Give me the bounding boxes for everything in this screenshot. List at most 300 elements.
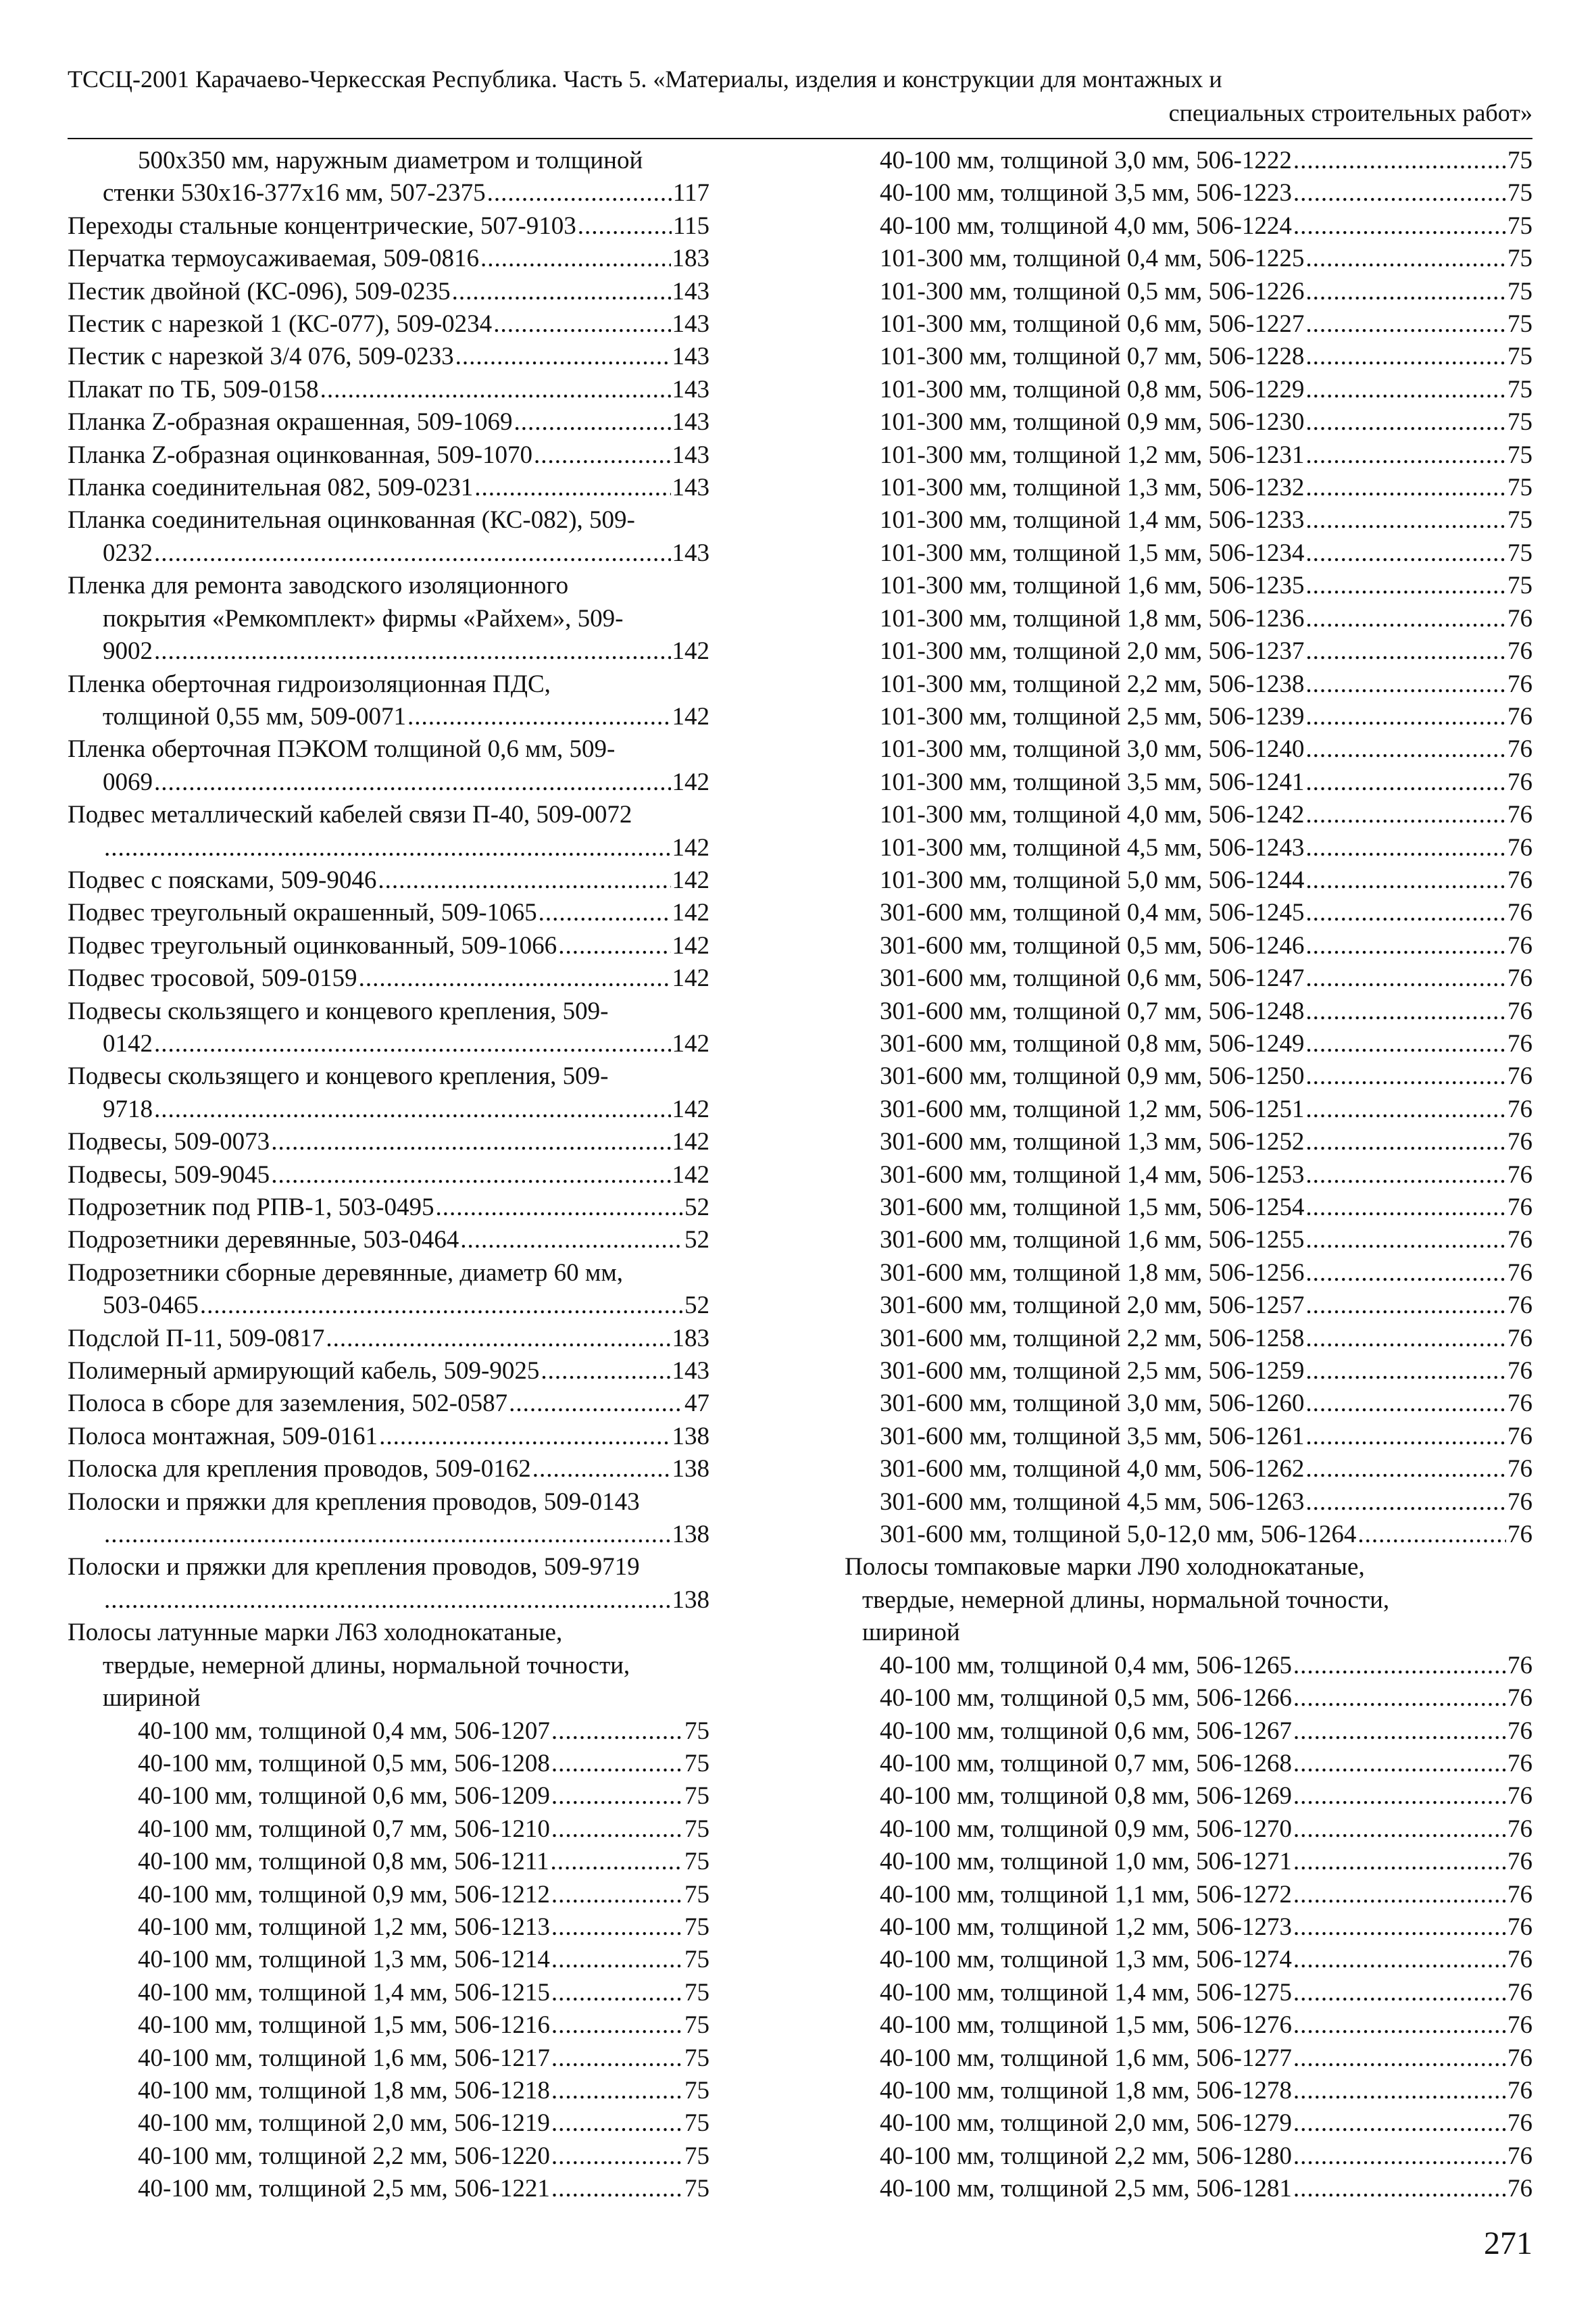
entry-page-number: 76 [1507, 1487, 1532, 1516]
entry-page-number: 76 [1507, 702, 1532, 731]
index-entry [845, 1486, 1532, 1519]
index-entry [68, 733, 709, 766]
dot-leader [1305, 864, 1506, 897]
entry-page-number: 76 [1507, 1782, 1532, 1811]
running-header [68, 62, 1532, 130]
dot-leader [551, 1879, 683, 1911]
dot-leader [1293, 1682, 1506, 1715]
dot-leader [1305, 962, 1506, 995]
entry-page-number: 76 [1507, 1324, 1532, 1352]
entry-page-number: 76 [1507, 1062, 1532, 1091]
index-entry [845, 2042, 1532, 2075]
index-entry [68, 472, 709, 504]
entry-page-number: 76 [1507, 1946, 1532, 1974]
entry-text: 500x350 мм, наружным диаметром и толщиной [138, 147, 643, 174]
index-entry [68, 603, 709, 635]
index-entry [845, 1421, 1532, 1453]
index-entry [845, 1289, 1532, 1322]
index-entry [68, 341, 709, 373]
index-entry [845, 1846, 1532, 1878]
entry-page-number: 75 [1507, 310, 1532, 339]
entry-text: 40-100 мм, толщиной 0,5 мм, 506-1208 [138, 1749, 550, 1777]
index-entry [68, 1551, 709, 1583]
index-entry [845, 1748, 1532, 1780]
entry-text: 301-600 мм, толщиной 1,5 мм, 506-1254 [880, 1193, 1305, 1221]
dot-leader [1293, 1977, 1506, 2009]
index-entry [68, 504, 709, 537]
dot-leader [1305, 1159, 1506, 1191]
dot-leader [1305, 504, 1506, 537]
index-entry [845, 635, 1532, 668]
entry-page-number: 75 [684, 2175, 709, 2203]
entry-text: 40-100 мм, толщиной 1,2 мм, 506-1213 [138, 1913, 550, 1941]
entry-text: Планка Z-образная окрашенная, 509-1069 [68, 408, 513, 437]
index-entry [68, 1159, 709, 1191]
dot-leader [474, 472, 670, 504]
entry-text: 101-300 мм, толщиной 2,5 мм, 506-1239 [880, 702, 1305, 731]
entry-text: 301-600 мм, толщиной 2,0 мм, 506-1257 [880, 1291, 1305, 1320]
entry-page-number: 75 [1507, 441, 1532, 469]
entry-page-number: 76 [1507, 670, 1532, 698]
running-header-line-1: ТССЦ-2001 Карачаево-Черкесская Республика. Часть 5. «Материалы, изделия и конструкции для монтажных и [68, 66, 1222, 93]
entry-text: 40-100 мм, толщиной 0,6 мм, 506-1209 [138, 1782, 550, 1811]
dot-leader [359, 962, 671, 995]
entry-text: 40-100 мм, толщиной 1,8 мм, 506-1278 [880, 2076, 1292, 2104]
entry-text: Планка соединительная оцинкованная (КС-082), 509- [68, 506, 635, 535]
entry-text: 301-600 мм, толщиной 1,6 мм, 506-1255 [880, 1226, 1305, 1254]
dot-leader [1293, 1715, 1506, 1748]
entry-text: Подвес с поясками, 509-9046 [68, 866, 377, 894]
entry-text: 40-100 мм, толщиной 0,7 мм, 506-1268 [880, 1749, 1292, 1777]
entry-text: 40-100 мм, толщиной 1,6 мм, 506-1277 [880, 2044, 1292, 2072]
entry-text: Пленка оберточная ПЭКОМ толщиной 0,6 мм, 509- [68, 735, 616, 764]
entry-page-number: 76 [1507, 1193, 1532, 1221]
dot-leader [1293, 1813, 1506, 1846]
dot-leader [1293, 1748, 1506, 1780]
dot-leader [1293, 1650, 1506, 1682]
index-entry [845, 1813, 1532, 1846]
index-entry [68, 2042, 709, 2075]
entry-page-number: 75 [684, 2044, 709, 2072]
entry-text: 101-300 мм, толщиной 3,5 мм, 506-1241 [880, 768, 1305, 796]
entry-text: Пестик двойной (КС-096), 509-0235 [68, 277, 451, 305]
entry-page-number: 76 [1507, 833, 1532, 862]
dot-leader [326, 1323, 670, 1355]
entry-page-number: 75 [684, 2076, 709, 2104]
entry-page-number: 76 [1507, 1029, 1532, 1058]
entry-text: Полоски и пряжки для крепления проводов, 509-0143 [68, 1487, 640, 1516]
index-entry [68, 1780, 709, 1813]
entry-text: шириной [103, 1684, 201, 1713]
entry-text: 40-100 мм, толщиной 1,8 мм, 506-1218 [138, 2076, 550, 2104]
entry-page-number: 76 [1507, 2109, 1532, 2138]
entry-page-number: 143 [672, 375, 709, 403]
dot-leader [578, 210, 672, 243]
dot-leader [1305, 570, 1506, 602]
dot-leader [1293, 1879, 1506, 1911]
entry-page-number: 138 [672, 1585, 709, 1614]
entry-text: 101-300 мм, толщиной 0,5 мм, 506-1226 [880, 277, 1305, 305]
entry-text: 40-100 мм, толщиной 1,0 мм, 506-1271 [880, 1848, 1292, 1876]
entry-page-number: 76 [1507, 2175, 1532, 2203]
entry-text: 301-600 мм, толщиной 5,0-12,0 мм, 506-1264 [880, 1521, 1357, 1549]
index-entry [845, 1879, 1532, 1911]
dot-leader [1293, 1944, 1506, 1976]
entry-page-number: 76 [1507, 1749, 1532, 1777]
index-column-right [845, 145, 1532, 2206]
index-entry [845, 930, 1532, 962]
index-entry [845, 962, 1532, 995]
entry-text: 301-600 мм, толщиной 4,0 мм, 506-1262 [880, 1455, 1305, 1483]
entry-page-number: 76 [1507, 1521, 1532, 1549]
entry-text: 101-300 мм, толщиной 2,2 мм, 506-1238 [880, 670, 1305, 698]
index-entry [845, 439, 1532, 472]
entry-page-number: 75 [1507, 343, 1532, 371]
entry-page-number: 75 [1507, 375, 1532, 403]
entry-text: 301-600 мм, толщиной 0,8 мм, 506-1249 [880, 1029, 1305, 1058]
entry-text: Подвес треугольный окрашенный, 509-1065 [68, 899, 537, 927]
index-entry [68, 1617, 709, 1649]
entry-text: Полоски и пряжки для крепления проводов, 509-9719 [68, 1553, 640, 1581]
entry-page-number: 52 [684, 1193, 709, 1221]
dot-leader [1305, 1126, 1506, 1158]
index-entry [68, 962, 709, 995]
index-entry [845, 603, 1532, 635]
dot-leader [1305, 406, 1506, 439]
entry-page-number: 52 [684, 1226, 709, 1254]
index-entry [845, 1224, 1532, 1256]
entry-page-number: 183 [672, 1324, 709, 1352]
dot-leader [104, 1519, 671, 1551]
index-entry [845, 2075, 1532, 2107]
entry-page-number: 52 [684, 1291, 709, 1320]
entry-page-number: 143 [672, 1357, 709, 1385]
index-entry [68, 799, 709, 831]
index-entry [68, 308, 709, 341]
index-entry [68, 537, 709, 570]
entry-text: толщиной 0,55 мм, 509-0071 [103, 702, 406, 731]
entry-text: 40-100 мм, толщиной 2,5 мм, 506-1281 [880, 2175, 1292, 2203]
dot-leader [407, 701, 671, 733]
entry-page-number: 76 [1507, 637, 1532, 666]
index-entry [845, 276, 1532, 308]
entry-text: 101-300 мм, толщиной 5,0 мм, 506-1244 [880, 866, 1305, 894]
entry-text: Полосы томпаковые марки Л90 холоднокатаные, [845, 1553, 1365, 1581]
entry-text: 40-100 мм, толщиной 0,6 мм, 506-1267 [880, 1717, 1292, 1745]
entry-text: 101-300 мм, толщиной 1,5 мм, 506-1234 [880, 539, 1305, 567]
dot-leader [1293, 2075, 1506, 2107]
entry-page-number: 75 [1507, 474, 1532, 502]
index-entry [845, 2107, 1532, 2140]
index-entry [845, 1387, 1532, 1420]
entry-text: Пестик с нарезкой 1 (КС-077), 509-0234 [68, 310, 493, 339]
index-entry [68, 374, 709, 406]
index-entry [845, 2140, 1532, 2173]
entry-page-number: 76 [1507, 931, 1532, 960]
entry-page-number: 76 [1507, 2076, 1532, 2104]
entry-text: 40-100 мм, толщиной 1,4 мм, 506-1215 [138, 1978, 550, 2007]
entry-text: 301-600 мм, толщиной 1,2 мм, 506-1251 [880, 1095, 1305, 1123]
index-entry [845, 832, 1532, 864]
entry-text: Пленка для ремонта заводского изоляционного [68, 572, 569, 600]
dot-leader [271, 1126, 670, 1158]
entry-page-number: 76 [1507, 1880, 1532, 1909]
dot-leader [271, 1159, 670, 1191]
entry-text: 40-100 мм, толщиной 0,9 мм, 506-1270 [880, 1815, 1292, 1843]
dot-leader [551, 1748, 683, 1780]
index-entry [68, 1879, 709, 1911]
entry-text: 40-100 мм, толщиной 4,0 мм, 506-1224 [880, 212, 1292, 240]
entry-page-number: 142 [672, 964, 709, 993]
dot-leader [452, 276, 671, 308]
dot-leader [1293, 2042, 1506, 2075]
index-entry [845, 1159, 1532, 1191]
entry-page-number: 75 [1507, 147, 1532, 174]
index-entry [68, 243, 709, 275]
entry-text: Подрозетники деревянные, 503-0464 [68, 1226, 459, 1254]
dot-leader [1305, 1486, 1506, 1519]
entry-page-number: 76 [1507, 1128, 1532, 1156]
entry-page-number: 76 [1507, 1684, 1532, 1713]
dot-leader [534, 439, 670, 472]
dot-leader [1305, 635, 1506, 668]
entry-page-number: 76 [1507, 1226, 1532, 1254]
dot-leader [1293, 2140, 1506, 2173]
entry-text: 101-300 мм, толщиной 0,6 мм, 506-1227 [880, 310, 1305, 339]
dot-leader [480, 243, 670, 275]
entry-page-number: 115 [672, 212, 709, 240]
index-entry [68, 1944, 709, 1976]
entry-page-number: 76 [1507, 1258, 1532, 1287]
dot-leader [551, 2173, 683, 2205]
entry-text: твердые, немерной длины, нормальной точности, [103, 1651, 630, 1679]
dot-leader [1305, 1289, 1506, 1322]
entry-text: 40-100 мм, толщиной 0,4 мм, 506-1207 [138, 1717, 550, 1745]
running-header-line-2: специальных строительных работ» [1168, 99, 1532, 126]
dot-leader [1293, 2173, 1506, 2205]
index-entry [845, 1257, 1532, 1289]
index-entry [845, 701, 1532, 733]
index-entry [68, 1191, 709, 1224]
dot-leader [551, 1813, 683, 1846]
dot-leader [1305, 341, 1506, 373]
index-column-left [68, 145, 709, 2206]
entry-page-number: 75 [1507, 212, 1532, 240]
entry-text: 40-100 мм, толщиной 1,1 мм, 506-1272 [880, 1880, 1292, 1909]
index-entry [845, 1453, 1532, 1485]
index-entry [845, 570, 1532, 602]
dot-leader [1305, 603, 1506, 635]
entry-page-number: 76 [1507, 1095, 1532, 1123]
index-entry [68, 1911, 709, 1944]
index-entry [845, 1519, 1532, 1551]
entry-page-number: 76 [1507, 1913, 1532, 1941]
entry-page-number: 142 [672, 1160, 709, 1189]
entry-page-number: 76 [1507, 1978, 1532, 2007]
entry-page-number: 76 [1507, 1455, 1532, 1483]
dot-leader [154, 766, 671, 799]
entry-page-number: 142 [672, 768, 709, 796]
dot-leader [551, 2107, 683, 2140]
entry-text: 0069 [103, 768, 153, 796]
entry-page-number: 76 [1507, 2044, 1532, 2072]
entry-text: Полоса монтажная, 509-0161 [68, 1422, 378, 1450]
entry-text: 40-100 мм, толщиной 1,6 мм, 506-1217 [138, 2044, 550, 2072]
dot-leader [1305, 766, 1506, 799]
index-entry [68, 1813, 709, 1846]
dot-leader [1357, 1519, 1506, 1551]
dot-leader [154, 1028, 671, 1060]
index-entry [68, 2173, 709, 2205]
dot-leader [1293, 145, 1506, 177]
entry-text: 101-300 мм, толщиной 0,7 мм, 506-1228 [880, 343, 1305, 371]
index-entry [845, 766, 1532, 799]
index-entry [68, 2009, 709, 2042]
entry-text: 301-600 мм, толщиной 2,2 мм, 506-1258 [880, 1324, 1305, 1352]
index-entry [68, 1453, 709, 1485]
index-entry [68, 276, 709, 308]
entry-text: Подрозетник под РПВ-1, 503-0495 [68, 1193, 434, 1221]
index-entry [68, 864, 709, 897]
entry-page-number: 76 [1507, 1389, 1532, 1418]
index-entry [68, 177, 709, 210]
dot-leader [1305, 1224, 1506, 1256]
entry-text: Пленка оберточная гидроизоляционная ПДС, [68, 670, 551, 698]
entry-page-number: 143 [672, 277, 709, 305]
entry-page-number: 76 [1507, 768, 1532, 796]
entry-text: 40-100 мм, толщиной 0,7 мм, 506-1210 [138, 1815, 550, 1843]
entry-text: Полоса в сборе для заземления, 502-0587 [68, 1389, 508, 1418]
dot-leader [551, 1944, 683, 1976]
index-entry [68, 701, 709, 733]
dot-leader [1305, 832, 1506, 864]
index-entry [68, 1846, 709, 1878]
index-entry [845, 374, 1532, 406]
entry-page-number: 183 [672, 245, 709, 273]
index-entry [845, 1323, 1532, 1355]
entry-text: 301-600 мм, толщиной 2,5 мм, 506-1259 [880, 1357, 1305, 1385]
entry-page-number: 75 [1507, 572, 1532, 600]
index-entry [845, 1584, 1532, 1617]
dot-leader [532, 1453, 671, 1485]
entry-text: 40-100 мм, толщиной 1,3 мм, 506-1274 [880, 1946, 1292, 1974]
entry-page-number: 138 [672, 1422, 709, 1450]
entry-text: Переходы стальные концентрические, 507-9103 [68, 212, 576, 240]
entry-page-number: 142 [672, 931, 709, 960]
dot-leader [1293, 2107, 1506, 2140]
index-entry [68, 1715, 709, 1748]
entry-page-number: 76 [1507, 604, 1532, 633]
dot-leader [1305, 1421, 1506, 1453]
dot-leader [1305, 1028, 1506, 1060]
dot-leader [154, 537, 671, 570]
entry-text: 101-300 мм, толщиной 1,4 мм, 506-1233 [880, 506, 1305, 535]
entry-page-number: 75 [684, 1815, 709, 1843]
entry-page-number: 142 [672, 899, 709, 927]
entry-text: Полимерный армирующий кабель, 509-9025 [68, 1357, 540, 1385]
dot-leader [1305, 733, 1506, 766]
entry-text: 503-0465 [103, 1291, 199, 1320]
dot-leader [1305, 472, 1506, 504]
entry-text: Подслой П-11, 509-0817 [68, 1324, 325, 1352]
index-entry [68, 1060, 709, 1093]
entry-text: Планка соединительная 082, 509-0231 [68, 474, 474, 502]
entry-text: Пестик с нарезкой 3/4 076, 509-0233 [68, 343, 454, 371]
entry-text: 301-600 мм, толщиной 0,5 мм, 506-1246 [880, 931, 1305, 960]
index-entry [68, 406, 709, 439]
dot-leader [514, 406, 670, 439]
dot-leader [551, 1977, 683, 2009]
entry-text: 301-600 мм, толщиной 3,0 мм, 506-1260 [880, 1389, 1305, 1418]
entry-page-number: 143 [672, 539, 709, 567]
index-entry [845, 1977, 1532, 2009]
index-entry [845, 472, 1532, 504]
dot-leader [1305, 1257, 1506, 1289]
index-entry [845, 1617, 1532, 1649]
entry-text: 101-300 мм, толщиной 1,6 мм, 506-1235 [880, 572, 1305, 600]
entry-page-number: 75 [684, 1717, 709, 1745]
entry-text: 40-100 мм, толщиной 0,9 мм, 506-1212 [138, 1880, 550, 1909]
dot-leader [551, 1715, 683, 1748]
index-entry [68, 1421, 709, 1453]
entry-text: 40-100 мм, толщиной 1,3 мм, 506-1214 [138, 1946, 550, 1974]
dot-leader [104, 1584, 671, 1617]
entry-text: Подвесы, 509-0073 [68, 1128, 270, 1156]
dot-leader [550, 1846, 683, 1878]
entry-page-number: 76 [1507, 801, 1532, 829]
index-entry [845, 177, 1532, 210]
index-entry [68, 1584, 709, 1617]
index-entry [68, 668, 709, 701]
dot-leader [1305, 308, 1506, 341]
index-entry [845, 210, 1532, 243]
entry-page-number: 75 [1507, 179, 1532, 207]
dot-leader [1305, 374, 1506, 406]
index-entry [68, 1486, 709, 1519]
index-entry [845, 1093, 1532, 1126]
index-entry [68, 1126, 709, 1158]
entry-page-number: 75 [684, 1782, 709, 1811]
entry-text: 40-100 мм, толщиной 0,8 мм, 506-1211 [138, 1848, 549, 1876]
entry-page-number: 75 [1507, 539, 1532, 567]
entry-text: 101-300 мм, толщиной 4,5 мм, 506-1243 [880, 833, 1305, 862]
index-entry [845, 1650, 1532, 1682]
entry-text: покрытия «Ремкомплект» фирмы «Райхем», 509- [103, 604, 624, 633]
entry-text: 301-600 мм, толщиной 0,6 мм, 506-1247 [880, 964, 1305, 993]
dot-leader [435, 1191, 683, 1224]
entry-text: Подвес треугольный оцинкованный, 509-1066 [68, 931, 557, 960]
entry-page-number: 76 [1507, 1160, 1532, 1189]
dot-leader [1305, 1323, 1506, 1355]
dot-leader [1305, 995, 1506, 1028]
dot-leader [1293, 1780, 1506, 1813]
entry-page-number: 76 [1507, 2011, 1532, 2040]
entry-page-number: 75 [1507, 245, 1532, 273]
entry-text: 101-300 мм, толщиной 1,8 мм, 506-1236 [880, 604, 1305, 633]
dot-leader [551, 2140, 683, 2173]
entry-page-number: 142 [672, 866, 709, 894]
index-entry [68, 210, 709, 243]
index-entry [68, 930, 709, 962]
index-entry [68, 766, 709, 799]
index-entry [845, 341, 1532, 373]
entry-text: 101-300 мм, толщиной 0,9 мм, 506-1230 [880, 408, 1305, 437]
dot-leader [320, 374, 671, 406]
entry-page-number: 76 [1507, 1422, 1532, 1450]
index-entry [68, 1650, 709, 1682]
dot-leader [551, 2075, 683, 2107]
entry-text: 40-100 мм, толщиной 1,4 мм, 506-1275 [880, 1978, 1292, 2007]
